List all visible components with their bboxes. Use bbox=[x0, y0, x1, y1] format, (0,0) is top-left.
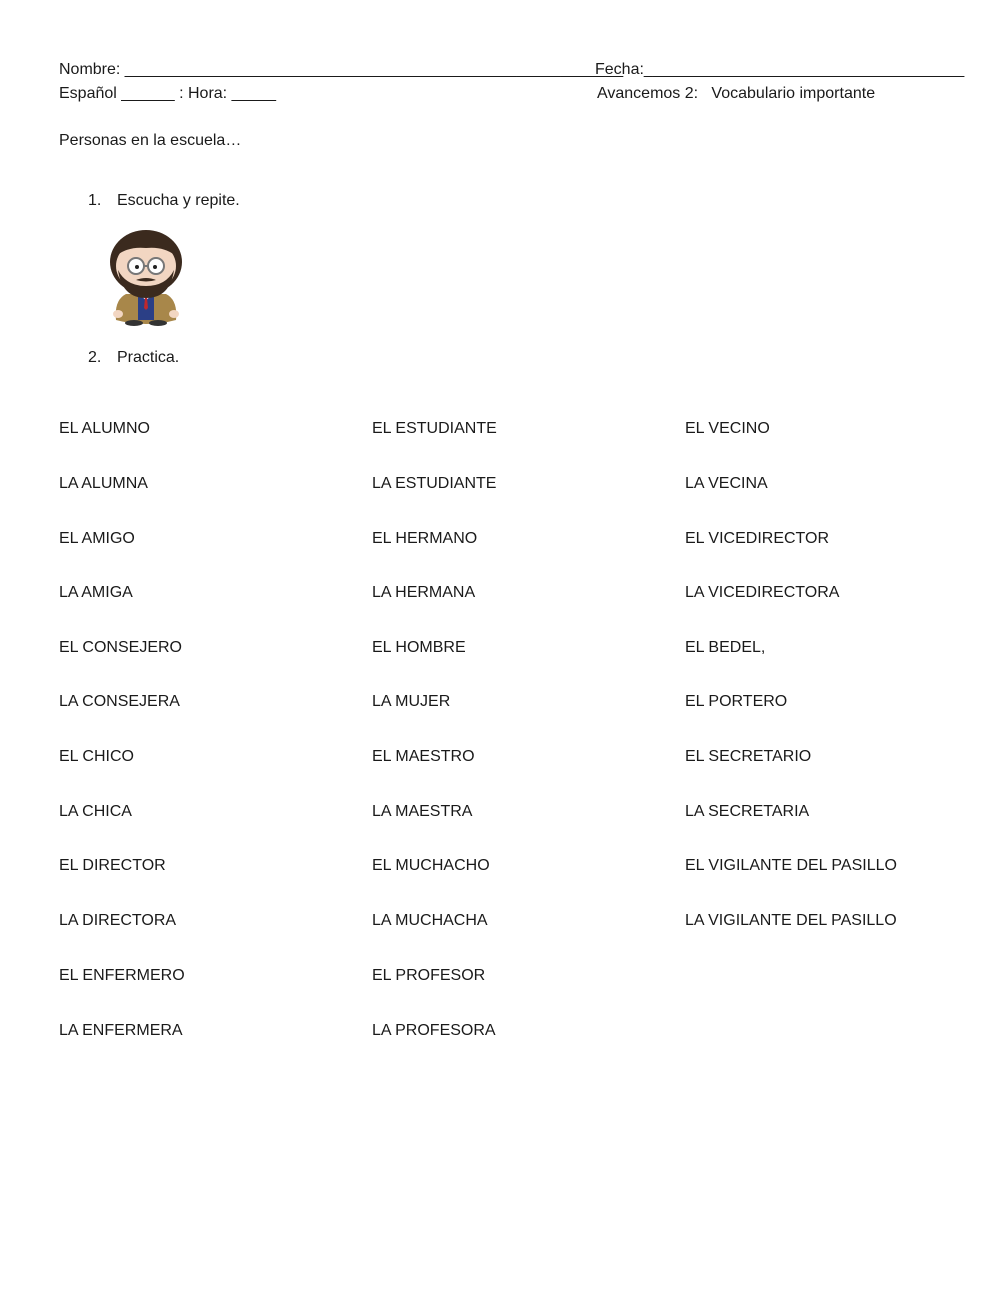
step-1 bbox=[88, 191, 240, 211]
vocab-item: EL ALUMNO bbox=[59, 420, 150, 437]
vocab-item: EL ESTUDIANTE bbox=[372, 420, 497, 437]
section-intro: Personas en la escuela… bbox=[59, 132, 242, 149]
bearded-teacher-avatar-icon[interactable] bbox=[104, 228, 188, 328]
vocab-item: EL DIRECTOR bbox=[59, 857, 166, 874]
vocab-item: LA MUCHACHA bbox=[372, 912, 488, 929]
vocab-item: EL BEDEL, bbox=[685, 639, 766, 656]
vocab-item: EL MAESTRO bbox=[372, 748, 475, 765]
vocab-item: EL HERMANO bbox=[372, 530, 478, 547]
vocab-item: EL HOMBRE bbox=[372, 639, 466, 656]
vocab-item: EL ENFERMERO bbox=[59, 967, 185, 984]
nombre-field-line[interactable]: Nombre: ________________________________________________________ bbox=[59, 61, 624, 78]
vocab-item: LA VIGILANTE DEL PASILLO bbox=[685, 912, 897, 929]
vocab-item: LA AMIGA bbox=[59, 584, 133, 601]
vocab-item: LA VICEDIRECTORA bbox=[685, 584, 840, 601]
vocab-item: EL VECINO bbox=[685, 420, 770, 437]
vocab-item: EL CONSEJERO bbox=[59, 639, 182, 656]
vocab-item: LA VECINA bbox=[685, 475, 768, 492]
vocab-item: LA ESTUDIANTE bbox=[372, 475, 497, 492]
vocab-item: LA SECRETARIA bbox=[685, 803, 810, 820]
vocab-item: EL SECRETARIO bbox=[685, 748, 812, 765]
book-title-line: Avancemos 2: Vocabulario importante bbox=[597, 85, 876, 102]
step-number: 2. bbox=[88, 349, 102, 366]
vocab-item: LA DIRECTORA bbox=[59, 912, 177, 929]
step-text: Practica. bbox=[117, 349, 180, 366]
vocab-item: EL VICEDIRECTOR bbox=[685, 530, 830, 547]
vocab-item: EL MUCHACHO bbox=[372, 857, 490, 874]
fecha-field-line[interactable]: Fecha:____________________________________ bbox=[595, 61, 965, 78]
espanol-hora-line[interactable]: Español ______ : Hora: _____ bbox=[59, 85, 277, 102]
vocab-item: LA ENFERMERA bbox=[59, 1022, 183, 1039]
vocab-item: EL VIGILANTE DEL PASILLO bbox=[685, 857, 897, 874]
vocab-item: EL PROFESOR bbox=[372, 967, 486, 984]
vocab-item: LA CONSEJERA bbox=[59, 693, 180, 710]
step-number: 1. bbox=[88, 192, 102, 209]
vocab-item: LA MAESTRA bbox=[372, 803, 473, 820]
vocab-item: LA HERMANA bbox=[372, 584, 476, 601]
vocab-item: EL AMIGO bbox=[59, 530, 135, 547]
vocab-item: EL CHICO bbox=[59, 748, 134, 765]
step-text: Escucha y repite. bbox=[117, 192, 240, 209]
vocab-item: LA CHICA bbox=[59, 803, 132, 820]
vocab-item: LA PROFESORA bbox=[372, 1022, 496, 1039]
vocab-item: LA MUJER bbox=[372, 693, 451, 710]
step-2 bbox=[88, 348, 179, 368]
vocab-item: EL PORTERO bbox=[685, 693, 788, 710]
vocab-item: LA ALUMNA bbox=[59, 475, 148, 492]
